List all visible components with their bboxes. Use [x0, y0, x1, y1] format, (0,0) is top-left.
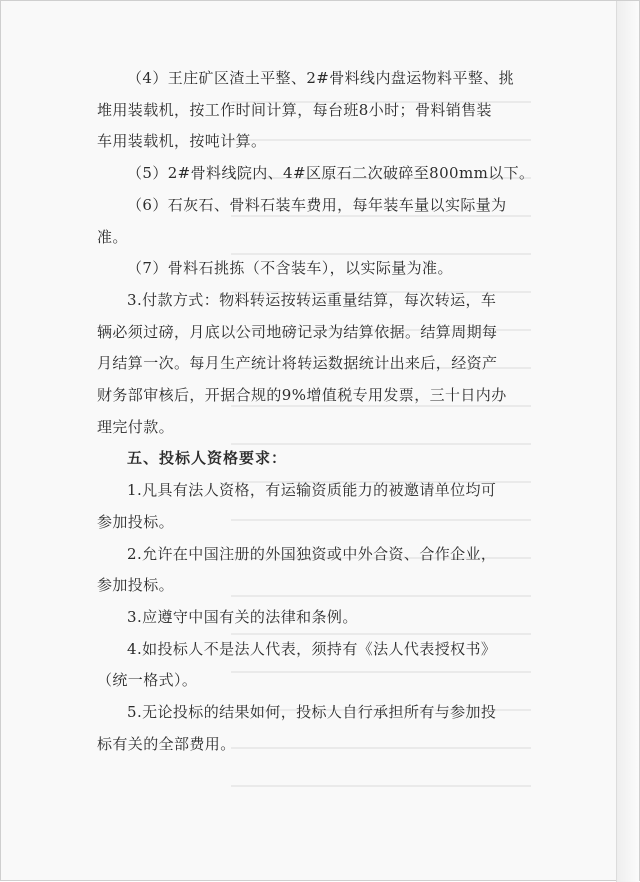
text-line: （6）石灰石、骨料石装车费用，每年装车量以实际量为: [127, 195, 507, 214]
text-line: 参加投标。: [97, 512, 175, 531]
text-line: 4.如投标人不是法人代表，须持有《法人代表授权书》: [127, 639, 497, 658]
text-line: 月结算一次。每月生产统计将转运数据统计出来后，经资产: [97, 354, 498, 373]
paragraph: [97, 253, 535, 285]
text-line: （4）王庄矿区渣土平整、2#骨料线内盘运物料平整、挑: [127, 69, 515, 87]
text-line: 准。: [97, 227, 128, 246]
text-line: 财务部审核后，开据合规的9%增值税专用发票，三十日内办: [97, 386, 507, 405]
paragraph: [97, 190, 535, 253]
text-line: 2.允许在中国注册的外国独资或中外合资、合作企业，: [127, 544, 497, 563]
text-line: 标有关的全部费用。: [97, 734, 236, 753]
text-line: 3.付款方式：物料转运按转运重量结算，每次转运，车: [127, 290, 497, 309]
document-body: [97, 63, 535, 760]
text-line: 5.无论投标的结果如何，投标人自行承担所有与参加投: [127, 703, 497, 722]
section-heading: [97, 443, 535, 475]
text-line: 车用装载机，按吨计算。: [97, 132, 267, 151]
text-line: 参加投标。: [97, 576, 175, 595]
paragraph: [97, 158, 535, 190]
page-edge: [616, 1, 639, 882]
paragraph: [97, 634, 535, 697]
text-line: 1.凡具有法人资格，有运输资质能力的被邀请单位均可: [127, 481, 497, 500]
text-line: 堆用装载机，按工作时间计算，每台班8小时；骨料销售装: [97, 100, 492, 119]
text-line: 理完付款。: [97, 417, 175, 436]
paragraph: [97, 602, 535, 634]
paragraph: [97, 285, 535, 444]
paragraph: [97, 63, 535, 158]
paragraph: [97, 539, 535, 602]
text-line: 辆必须过磅，月底以公司地磅记录为结算依据。结算周期每: [97, 322, 498, 341]
text-line: 3.应遵守中国有关的法律和条例。: [127, 607, 358, 626]
text-line: （统一格式）。: [97, 671, 198, 690]
text-line: （7）骨料石挑拣（不含装车），以实际量为准。: [127, 259, 453, 278]
paragraph: [97, 475, 535, 538]
heading-text: 五、投标人资格要求：: [127, 449, 288, 468]
paragraph: [97, 697, 535, 760]
text-line: （5）2#骨料线院内、4#区原石二次破碎至800mm以下。: [127, 164, 535, 183]
